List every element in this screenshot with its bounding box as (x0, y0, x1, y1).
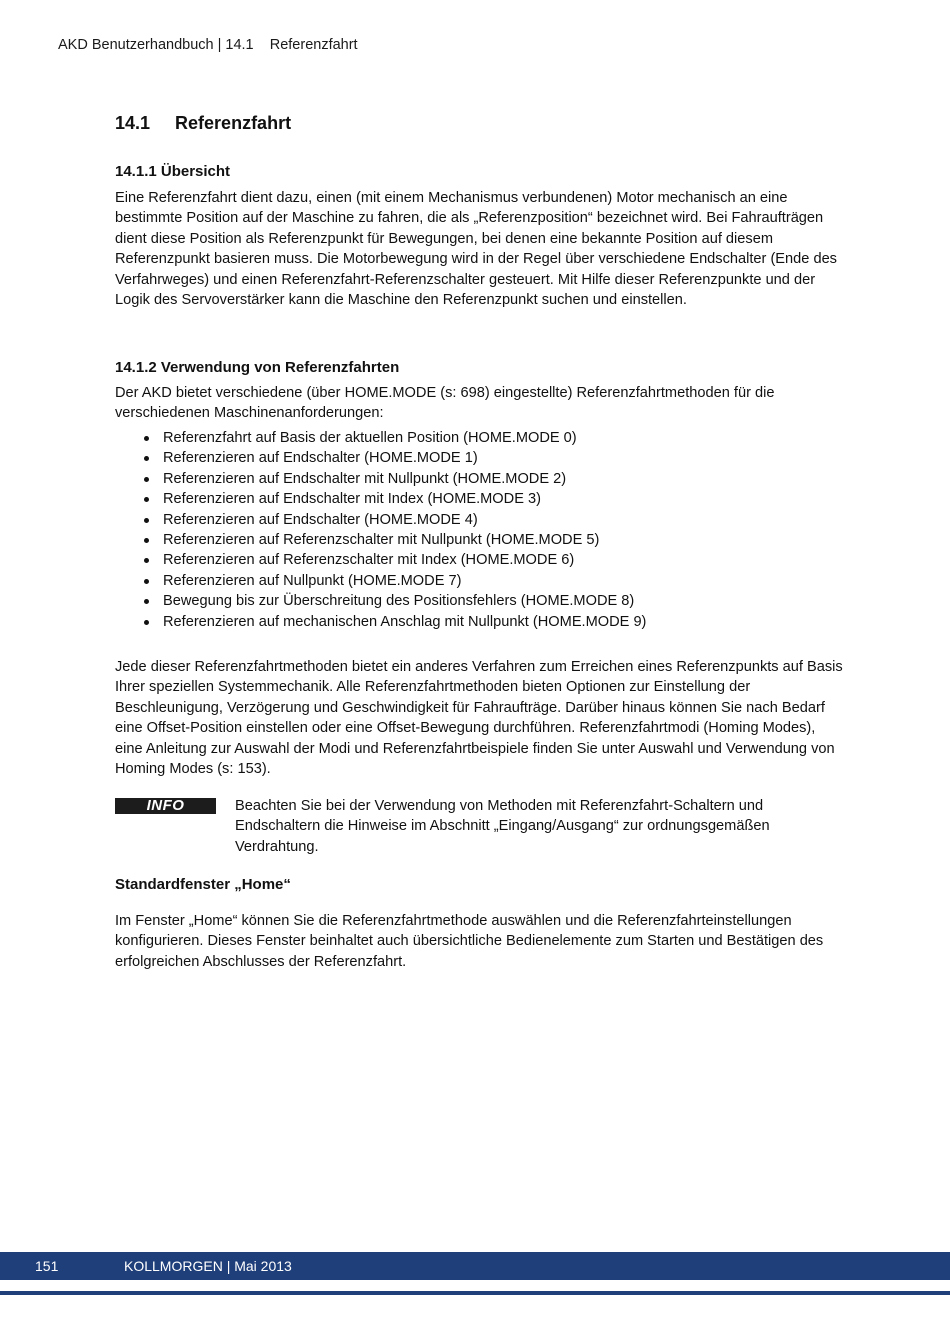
footer-bar (0, 1252, 950, 1280)
usage-intro-paragraph: Der AKD bietet verschiedene (über HOME.MODE (s: 698) eingestellte) Referenzfahrtmethoden für die verschiedenen Maschinenanforderungen: (115, 385, 775, 422)
bullet-icon (144, 599, 149, 604)
bullet-icon (144, 538, 149, 543)
bullet-icon (144, 558, 149, 563)
running-header: AKD Benutzerhandbuch | 14.1 Referenzfahrt (58, 37, 358, 53)
bullet-icon (144, 579, 149, 584)
list-item: Referenzieren auf Endschalter (HOME.MODE 1) (115, 448, 646, 468)
list-item: Referenzieren auf Referenzschalter mit Nullpunkt (HOME.MODE 5) (115, 530, 646, 550)
overview-paragraph: Eine Referenzfahrt dient dazu, einen (mit einem Mechanismus verbundenen) Motor mechanisch an eine bestimmte Position auf der Maschine zu fahren, die als „Referenzposition“ bezeichnet wird. Bei Fahraufträgen dient diese Position als Referenzpunkt für Bewegungen, bei denen eine bekannte Position auf diesem Referenzpunkt basieren muss. Die Motorbewegung wird in der Regel über verschiedene Endschalter (Ende des Verfahrweges) und einen Referenzfahrt-Referenzschalter gesteuert. Mit Hilfe dieser Referenzpunkte und der Logik des Servoverstärker kann die Maschine den Referenzpunkt suchen und einstellen. (115, 190, 837, 309)
list-item: Bewegung bis zur Überschreitung des Positionsfehlers (HOME.MODE 8) (115, 591, 646, 611)
homing-mode-list (115, 428, 646, 632)
overview-heading: 14.1.1 Übersicht (115, 163, 231, 180)
bullet-icon (144, 436, 149, 441)
usage-details-paragraph: Jede dieser Referenzfahrtmethoden bietet ein anderes Verfahren zum Erreichen eines Referenzpunkts auf Basis Ihrer speziellen Systemmechanik. Alle Referenzfahrtmethoden bieten Optionen zur Einstellung der Beschleunigung, Verzögerung und Geschwindigkeit für Fahraufträge. Darüber hinaus können Sie nach Bedarf eine Offset-Position einstellen oder eine Offset-Bewegung durchführen. Referenzfahrtmodi (Homing Modes), eine Anleitung zur Auswahl der Modi und Referenzfahrtbeispiele finden Sie unter Auswahl und Verwendung von Homing Modes (s: 153). (115, 659, 843, 778)
usage-heading: 14.1.2 Verwendung von Referenzfahrten (115, 359, 400, 376)
bullet-icon (144, 456, 149, 461)
info-note: Beachten Sie bei der Verwendung von Methoden mit Referenzfahrt-Schaltern und Endschaltern die Hinweise im Abschnitt „Eingang/Ausgang“ zur ordnungsgemäßen Verdrahtung. (235, 798, 770, 855)
bullet-icon (144, 497, 149, 502)
list-item: Referenzieren auf Endschalter mit Nullpunkt (HOME.MODE 2) (115, 469, 646, 489)
list-item: Referenzieren auf Endschalter (HOME.MODE 4) (115, 510, 646, 530)
bullet-icon (144, 518, 149, 523)
bullet-icon (144, 477, 149, 482)
info-badge: INFO (115, 798, 216, 814)
list-item: Referenzieren auf Referenzschalter mit Index (HOME.MODE 6) (115, 550, 646, 570)
footer-publisher: KOLLMORGEN | Mai 2013 (124, 1258, 292, 1274)
section-title: 14.1 Referenzfahrt (115, 113, 292, 133)
home-window-heading: Standardfenster „Home“ (115, 876, 291, 893)
page-number: 151 (35, 1258, 59, 1274)
list-item: Referenzieren auf Endschalter mit Index (HOME.MODE 3) (115, 489, 646, 509)
list-item: Referenzieren auf Nullpunkt (HOME.MODE 7) (115, 571, 646, 591)
bullet-icon (144, 620, 149, 625)
list-item: Referenzfahrt auf Basis der aktuellen Position (HOME.MODE 0) (115, 428, 646, 448)
list-item: Referenzieren auf mechanischen Anschlag mit Nullpunkt (HOME.MODE 9) (115, 612, 646, 632)
home-window-paragraph: Im Fenster „Home“ können Sie die Referenzfahrtmethode auswählen und die Referenzfahrteinstellungen konfigurieren. Dieses Fenster beinhaltet auch übersichtliche Bedienelemente zum Starten und Bestätigen des erfolgreichen Abschlusses der Referenzfahrt. (115, 913, 824, 970)
footer-rule (0, 1291, 950, 1295)
